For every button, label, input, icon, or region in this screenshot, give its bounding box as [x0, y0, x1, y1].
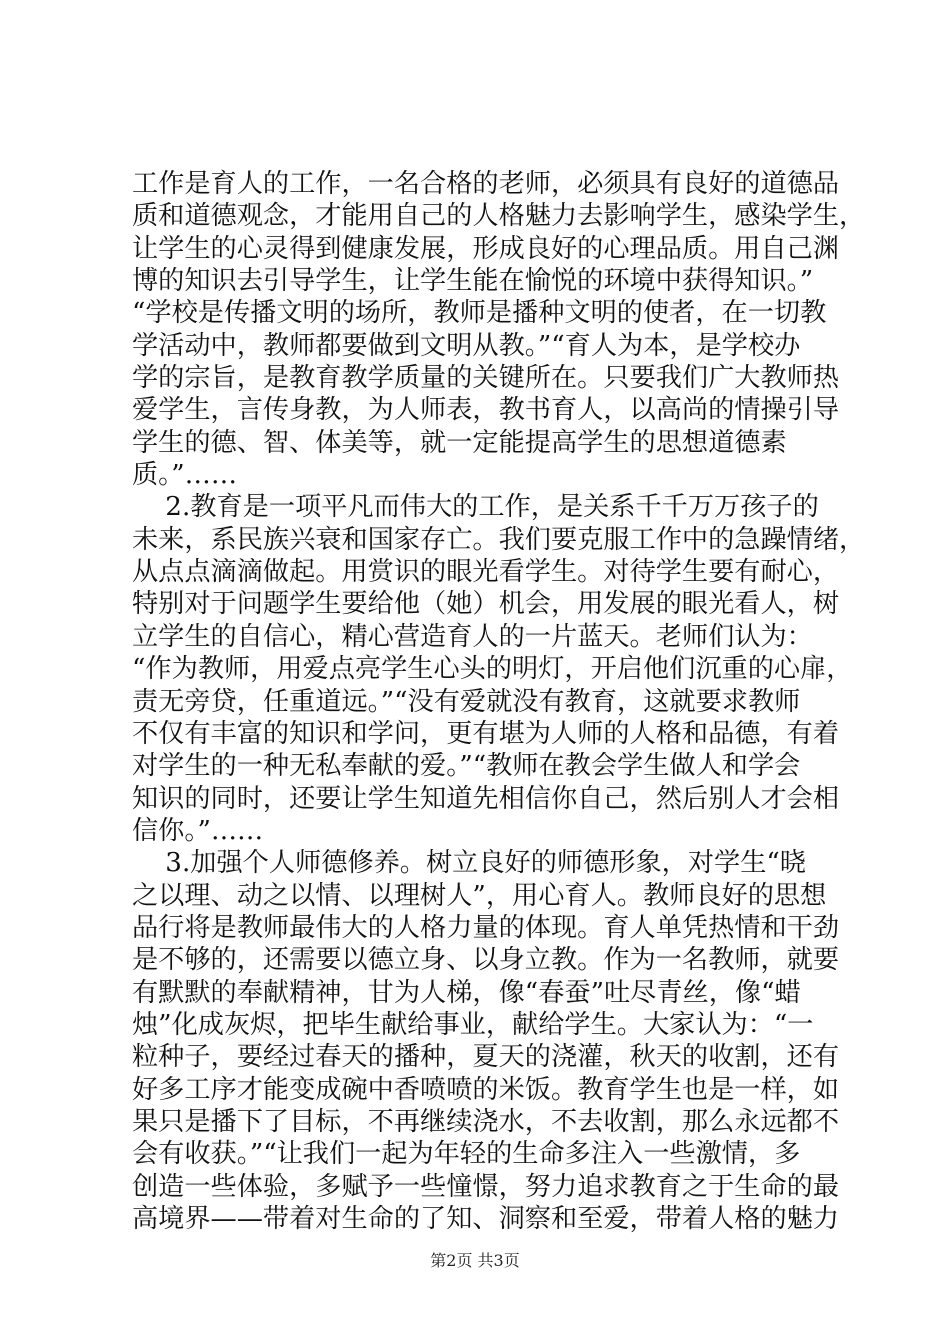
text-line: 粒种子，要经过春天的播种，夏天的浇灌，秋天的收割，还有: [132, 1042, 840, 1073]
text-line: 从点点滴滴做起。用赏识的眼光看学生。对待学生要有耐心，: [132, 557, 840, 588]
text-line: 对学生的一种无私奉献的爱。”“教师在教会学生做人和学会: [132, 751, 801, 782]
text-line: 烛”化成灰烬，把毕生献给事业，献给学生。大家认为：“一: [132, 1009, 814, 1040]
text-line: 学生的德、智、体美等，就一定能提高学生的思想道德素: [132, 427, 787, 458]
text-line: 质。”……: [132, 460, 238, 491]
text-line: 质和道德观念，才能用自己的人格魅力去影响学生，感染学生，: [132, 201, 866, 232]
text-line: 有默默的奉献精神，甘为人梯，像“春蚕”吐尽青丝，像“蜡: [132, 977, 801, 1008]
text-line: 工作是育人的工作，一名合格的老师，必须具有良好的道德品: [132, 169, 840, 199]
text-line: 爱学生，言传身教，为人师表，教书育人，以高尚的情操引导: [132, 395, 840, 426]
text-line: 博的知识去引导学生，让学生能在愉悦的环境中获得知识。”: [132, 266, 814, 297]
text-line: 会有收获。”“让我们一起为年轻的生命多注入一些激情，多: [132, 1139, 801, 1170]
page-footer: 第2页 共3页: [430, 1251, 520, 1270]
text-line: 信你。”……: [132, 815, 264, 846]
text-line: 学的宗旨，是教育教学质量的关键所在。只要我们广大教师热: [132, 363, 840, 394]
body-text: [132, 168, 866, 1235]
text-line: 责无旁贷，任重道远。”“没有爱就没有教育，这就要求教师: [132, 686, 801, 717]
text-line: 未来，系民族兴衰和国家存亡。我们要克服工作中的急躁情绪，: [132, 524, 866, 555]
text-line: 让学生的心灵得到健康发展，形成良好的心理品质。用自己渊: [132, 233, 840, 264]
text-line: 3.加强个人师德修养。树立良好的师德形象，对学生“晓: [132, 848, 806, 879]
text-line: 知识的同时，还要让学生知道先相信你自己，然后别人才会相: [132, 783, 840, 814]
text-line: 好多工序才能变成碗中香喷喷的米饭。教育学生也是一样，如: [132, 1074, 840, 1105]
text-line: 不仅有丰富的知识和学问，更有堪为人师的人格和品德，有着: [132, 718, 840, 749]
text-line: 高境界——带着对生命的了知、洞察和至爱，带着人格的魅力: [132, 1204, 840, 1234]
text-line: 创造一些体验，多赋予一些憧憬，努力追求教育之于生命的最: [132, 1171, 840, 1202]
text-line: “学校是传播文明的场所，教师是播种文明的使者，在一切教: [132, 298, 827, 329]
text-line: 是不够的，还需要以德立身、以身立教。作为一名教师，就要: [132, 945, 840, 976]
text-line: 2.教育是一项平凡而伟大的工作，是关系千千万万孩子的: [132, 492, 819, 523]
text-line: 果只是播下了目标，不再继续浇水，不去收割，那么永远都不: [132, 1106, 840, 1137]
text-line: 品行将是教师最伟大的人格力量的体现。育人单凭热情和干劲: [132, 912, 840, 943]
text-line: “作为教师，用爱点亮学生心头的明灯，开启他们沉重的心扉，: [132, 654, 853, 685]
text-line: 学活动中，教师都要做到文明从教。”“育人为本，是学校办: [132, 330, 801, 361]
text-line: 之以理、动之以情、以理树人”，用心育人。教师良好的思想: [132, 880, 827, 911]
text-line: 特别对于问题学生要给他（她）机会，用发展的眼光看人，树: [132, 589, 840, 620]
text-line: 立学生的自信心，精心营造育人的一片蓝天。老师们认为：: [132, 621, 813, 652]
